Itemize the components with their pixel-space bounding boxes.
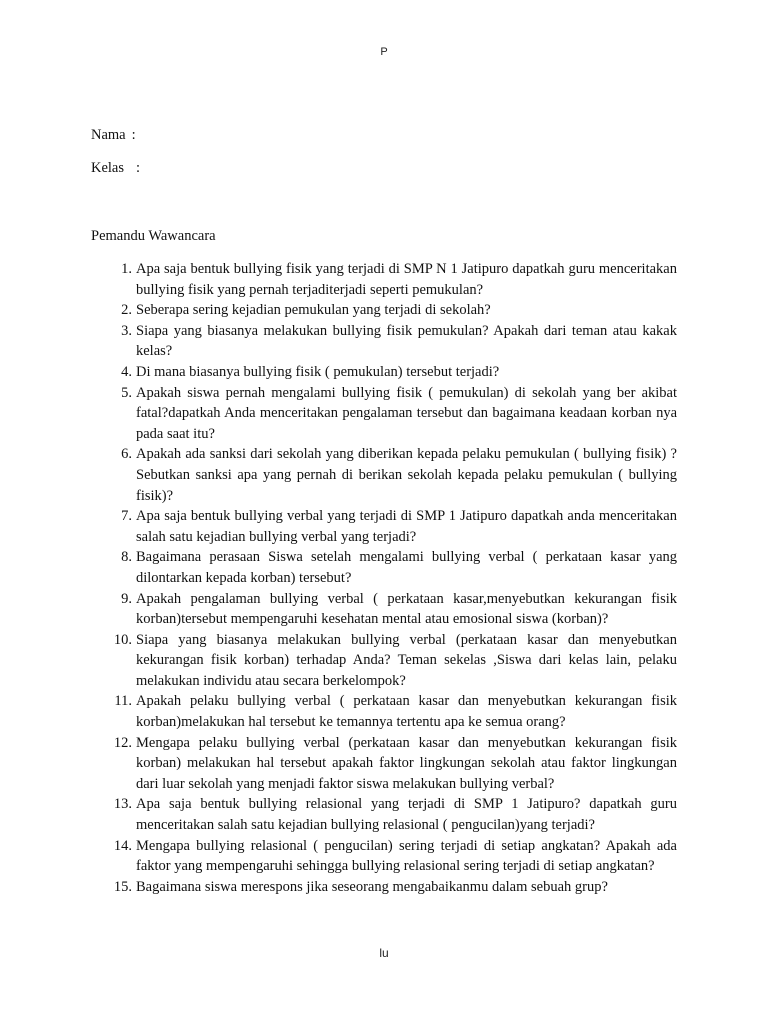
question-number: 3. [121,322,132,339]
question-number: 1. [121,261,132,277]
question-item [121,362,677,383]
question-number: 7. [121,508,132,525]
question-number: 12. [113,734,132,751]
class-colon: : [136,160,141,176]
page-footer: lu [379,946,389,960]
question-number: 6. [121,446,132,463]
question-item [113,836,677,877]
question-text: Mengapa bullying relasional ( pengucilan) sering terjadi di setiap angkatan? Apakah ada faktor yang mempengaruhi sehingga bullying relasional sering terjadi di setiap angkatan? [136,837,677,875]
question-text: Apakah ada sanksi dari sekolah yang diberikan kepada pelaku pemukulan ( bullying fisik) ? Sebutkan sanksi apa yang pernah di berikan sekolah kepada pelaku pemukulan ( bullying fisik)? [136,446,677,504]
name-label: Nama [91,127,126,143]
question-text: Apakah siswa pernah mengalami bullying fisik ( pemukulan) di sekolah yang ber akibat fatal?dapatkah Anda menceritakan pengalaman tersebut dan bagaimana keadaan korban nya pada saat itu? [136,384,677,442]
question-text: Apakah pengalaman bullying verbal ( perkataan kasar,menyebutkan kekurangan fisik korban)tersebut mempengaruhi kesehatan mental atau emosional siswa (korban)? [136,590,677,628]
class-label: Kelas [91,160,125,176]
question-text: Mengapa pelaku bullying verbal (perkataan kasar dan menyebutkan kekurangan fisik korban) melakukan hal tersebut apakah faktor lingkungan sekolah atau faktor lingkungan dari luar sekolah yang menjadi faktor siswa melakukan bullying verbal? [136,734,677,792]
question-item [121,259,677,300]
question-item [121,506,677,547]
question-text: Siapa yang biasanya melakukan bullying verbal (perkataan kasar dan menyebutkan kekurangan fisik korban) terhadap Anda? Teman sekelas ,Siswa dari kelas lain, pelaku melakukan individu atau secara berkelompok? [136,631,677,689]
question-item [114,691,677,732]
name-field [91,127,136,144]
question-number: 11. [114,693,132,710]
name-colon: : [131,127,136,143]
question-text: Bagaimana perasaan Siswa setelah mengalami bullying verbal ( perkataan kasar yang dilontarkan kepada korban) tersebut? [136,549,677,586]
question-text: Bagaimana siswa merespons jika seseorang mengabaikanmu dalam sebuah grup? [136,878,608,895]
question-text: Apakah pelaku bullying verbal ( perkataan kasar dan menyebutkan kekurangan fisik korban)melakukan hal tersebut ke temannya tertentu apa ke semua orang? [136,693,677,731]
question-text: Di mana biasanya bullying fisik ( pemukulan) tersebut terjadi? [136,363,500,380]
question-item [121,300,677,321]
section-title: Pemandu Wawancara [91,228,216,244]
question-number: 2. [121,302,132,319]
question-text: Seberapa sering kejadian pemukulan yang terjadi di sekolah? [136,302,491,319]
question-item [121,547,677,588]
question-item [113,733,677,795]
question-item [113,794,677,835]
question-item [121,321,677,362]
question-number: 4. [121,363,132,380]
page-header: P [380,46,388,58]
question-text: Apa saja bentuk bullying relasional yang terjadi di SMP 1 Jatipuro? dapatkah guru menceritakan salah satu kejadian bullying relasional ( pengucilan)yang terjadi? [136,796,677,834]
question-list [113,259,677,897]
question-item [113,877,677,898]
question-number: 5. [121,384,132,401]
question-item [113,630,677,692]
question-number: 13. [113,796,132,813]
question-number: 8. [121,549,132,566]
question-number: 15. [113,878,132,895]
question-item [121,383,677,445]
question-text: Siapa yang biasanya melakukan bullying fisik pemukulan? Apakah dari teman atau kakak kelas? [136,322,677,360]
question-text: Apa saja bentuk bullying verbal yang terjadi di SMP 1 Jatipuro dapatkah anda menceritakan salah satu kejadian bullying verbal yang terjadi? [136,508,677,545]
question-number: 10. [113,631,132,648]
question-item [121,444,677,506]
class-field [91,160,140,177]
question-number: 9. [121,590,132,607]
question-item [121,589,677,630]
question-number: 14. [113,837,132,854]
question-text: Apa saja bentuk bullying fisik yang terjadi di SMP N 1 Jatipuro dapatkah guru menceritakan bullying fisik yang pernah terjaditerjadi seperti pemukulan? [136,261,677,298]
